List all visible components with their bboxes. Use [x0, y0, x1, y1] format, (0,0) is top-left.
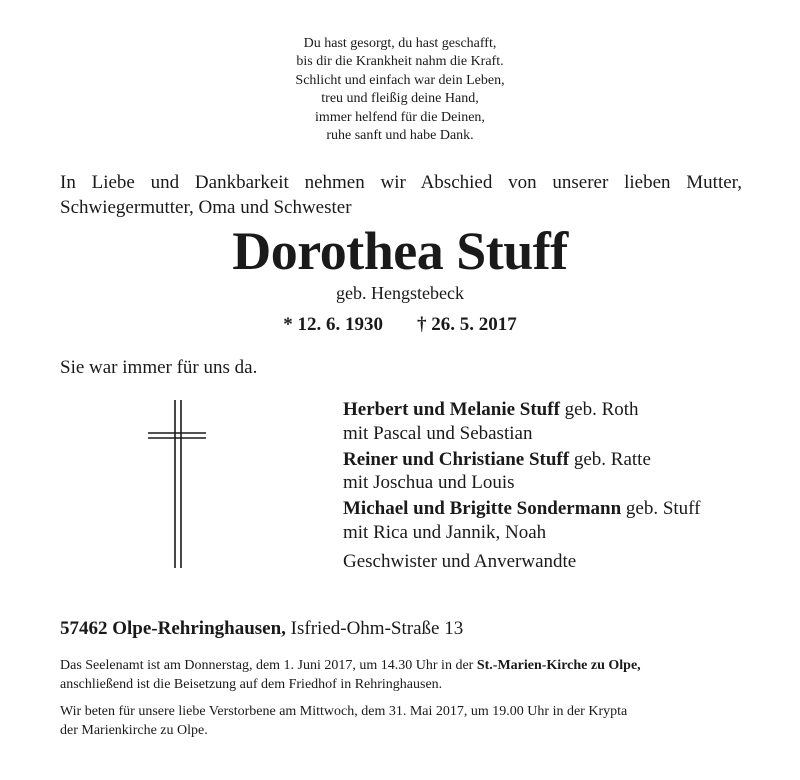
requiem-church: St.-Marien-Kirche zu Olpe,: [476, 658, 641, 673]
siblings-line: Geschwister und Anverwandte: [343, 551, 577, 572]
intro-line: Schwiegermutter, Oma und Schwester: [60, 197, 352, 218]
life-dates: [0, 313, 800, 337]
poem-line: Du hast gesorgt, du hast geschafft,: [303, 36, 497, 51]
poem: [0, 35, 800, 145]
prayer-notice: [60, 703, 750, 740]
deceased-name: Dorothea Stuff: [232, 221, 568, 281]
death-date: † 26. 5. 2017: [417, 314, 517, 335]
poem-line: immer helfend für die Deinen,: [315, 109, 485, 125]
mourners-list: [343, 398, 773, 574]
intro-line: In Liebe und Dankbarkeit nehmen wir Abschied von unserer lieben Mutter,: [60, 172, 742, 193]
family-maiden: geb. Roth: [564, 399, 639, 420]
family-names: Michael und Brigitte Sondermann: [343, 498, 622, 519]
family-maiden: geb. Ratte: [573, 448, 651, 470]
burial-text: anschließend ist die Beisetzung auf dem Friedhof in Rehringhausen.: [60, 676, 443, 692]
poem-line: treu und fleißig deine Hand,: [321, 91, 479, 107]
prayer-location: der Marienkirche zu Olpe.: [60, 722, 208, 738]
family-group: [343, 398, 773, 445]
poem-line: bis dir die Krankheit nahm die Kraft.: [296, 54, 504, 70]
family-group: [343, 448, 773, 495]
family-maiden: geb. Stuff: [625, 498, 701, 519]
family-children: mit Pascal und Sebastian: [343, 422, 533, 444]
maiden-name: geb. Hengstebeck: [336, 283, 464, 303]
birth-date: * 12. 6. 1930: [283, 314, 383, 335]
address-street: Isfried-Ohm-Straße 13: [290, 618, 464, 639]
cross-icon: [148, 400, 208, 568]
family-children: mit Joschua und Louis: [343, 472, 515, 493]
poem-line: Schlicht und einfach war dein Leben,: [295, 72, 505, 88]
requiem-notice: [60, 657, 750, 694]
family-children: mit Rica und Jannik, Noah: [343, 521, 547, 543]
address-city: 57462 Olpe-Rehringhausen,: [60, 618, 286, 639]
requiem-text: Das Seelenamt ist am Donnerstag, dem 1. Juni 2017, um 14.30 Uhr in der: [60, 658, 474, 673]
family-group: [343, 497, 773, 544]
address: [60, 617, 463, 641]
poem-line: ruhe sanft und habe Dank.: [326, 128, 474, 144]
intro-text: [60, 170, 742, 220]
family-names: Reiner und Christiane Stuff: [343, 448, 570, 470]
prayer-text: Wir beten für unsere liebe Verstorbene am Mittwoch, dem 31. Mai 2017, um 19.00 Uhr in der Krypta: [60, 704, 628, 719]
family-names: Herbert und Melanie Stuff: [343, 399, 560, 420]
tagline: Sie war immer für uns da.: [60, 357, 258, 378]
